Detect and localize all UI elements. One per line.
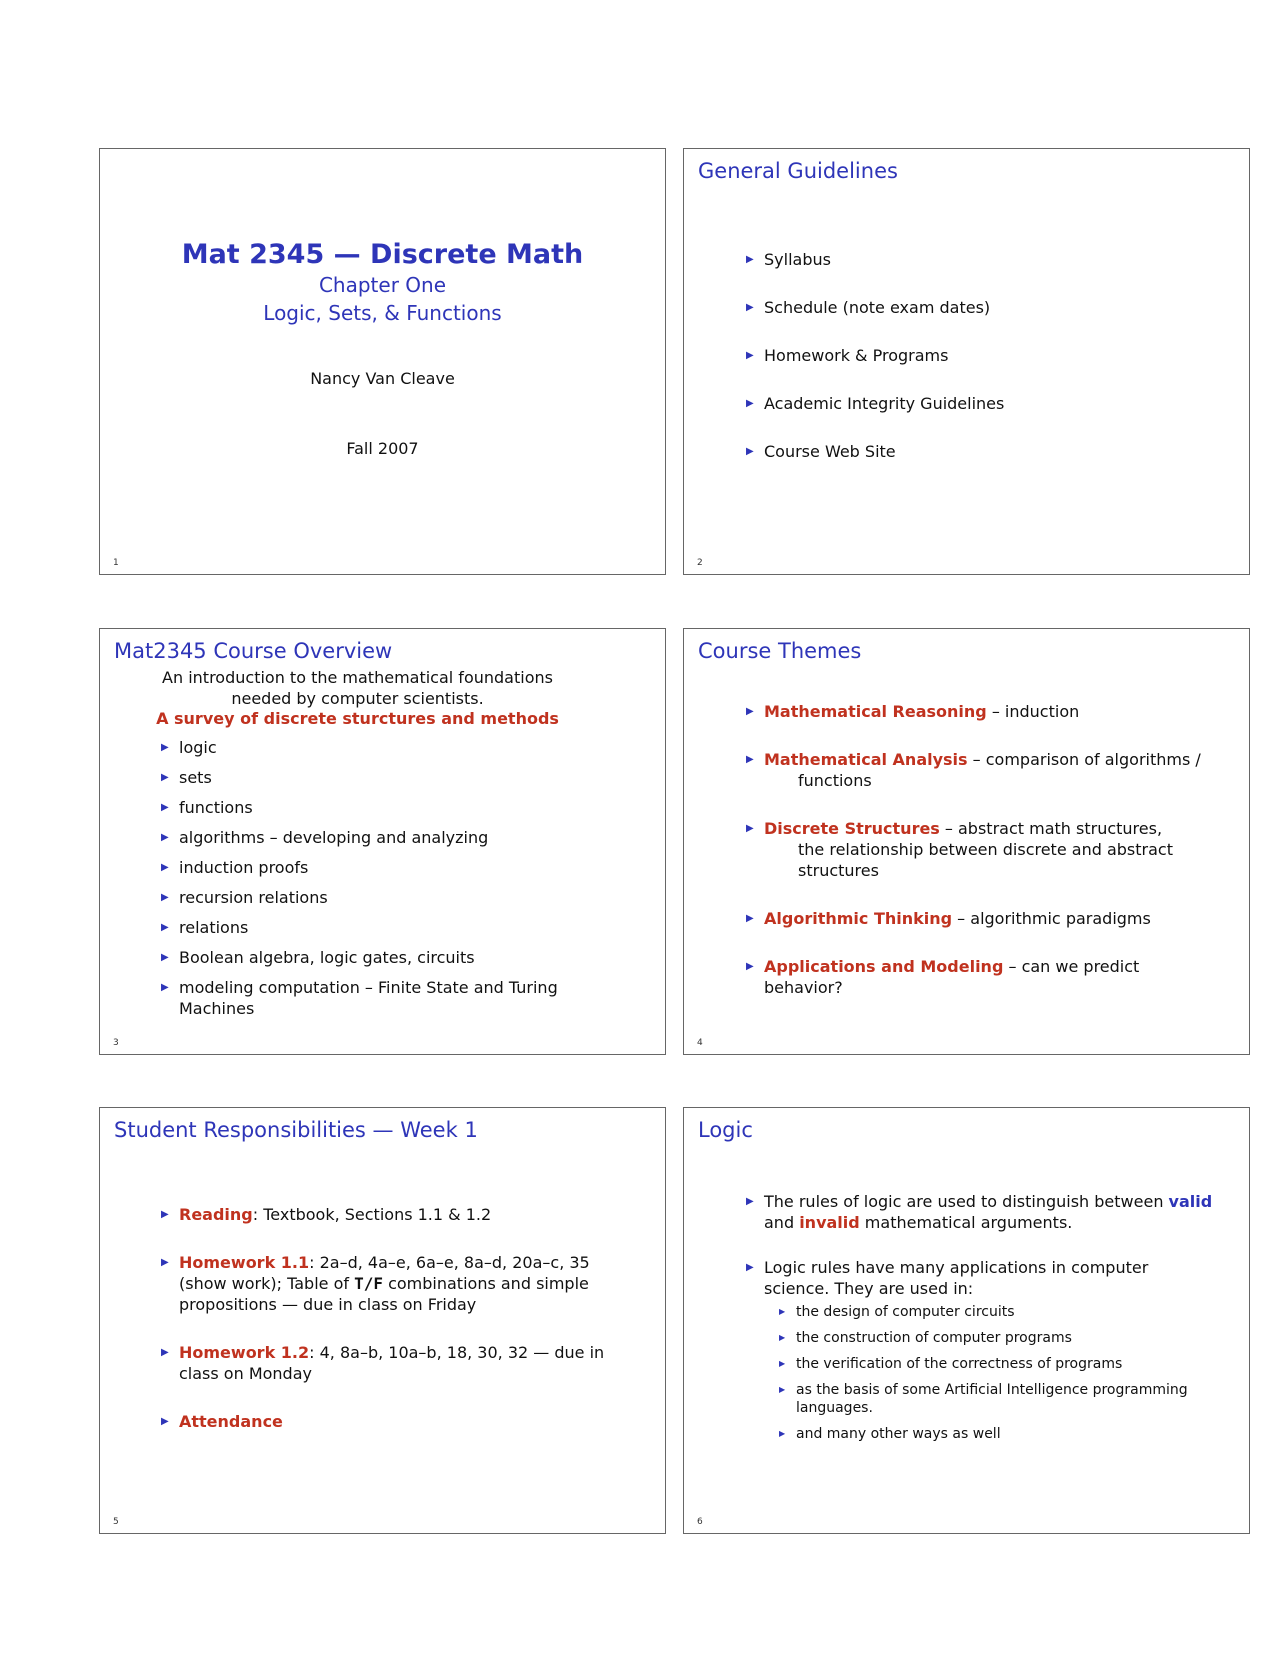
bullet-triangle-icon: ▶: [161, 832, 169, 843]
slide-5: [99, 1107, 666, 1534]
list-item: ▶ Academic Integrity Guidelines: [746, 394, 1005, 413]
slide-number: 1: [113, 558, 119, 568]
bullet-triangle-icon: ▶: [746, 1262, 754, 1273]
slide-title: Logic: [698, 1118, 753, 1142]
slide-6: [683, 1107, 1250, 1534]
list-item: ▶ Discrete Structures – abstract math structures, the relationship between discrete and abstract structures: [746, 819, 1173, 880]
bullet-triangle-icon: ▶: [746, 961, 754, 972]
list-item: ▶ Schedule (note exam dates): [746, 298, 991, 317]
list-item: ▶ functions: [161, 798, 253, 817]
bullet-triangle-icon: ▶: [779, 1385, 786, 1394]
bullet-triangle-icon: ▶: [746, 823, 754, 834]
list-item: ▶ Reading: Textbook, Sections 1.1 & 1.2: [161, 1205, 492, 1224]
list-item: ▶ The rules of logic are used to distinguish between valid and invalid mathematical arguments.: [746, 1192, 1213, 1232]
slide-3: [99, 628, 666, 1055]
bullet-triangle-icon: ▶: [746, 754, 754, 765]
list-item: ▶ modeling computation – Finite State and Turing Machines: [161, 978, 558, 1018]
bullet-triangle-icon: ▶: [746, 913, 754, 924]
slide-number: 6: [697, 1517, 703, 1527]
bullet-triangle-icon: ▶: [746, 350, 754, 361]
bullet-triangle-icon: ▶: [161, 892, 169, 903]
slide-2: [683, 148, 1250, 575]
responsibilities-list: [161, 1204, 631, 1459]
sub-list-item: ▶ and many other ways as well: [779, 1426, 1001, 1442]
slide-title: General Guidelines: [698, 159, 898, 183]
bullet-triangle-icon: ▶: [746, 254, 754, 265]
list-item: ▶ Course Web Site: [746, 442, 896, 461]
guidelines-list: [746, 249, 1004, 489]
bullet-triangle-icon: ▶: [161, 922, 169, 933]
list-item: ▶ Homework 1.2: 4, 8a–b, 10a–b, 18, 30, 32 — due in class on Monday: [161, 1343, 605, 1383]
sub-list-item: ▶ the design of computer circuits: [779, 1304, 1015, 1320]
list-item: ▶ Homework & Programs: [746, 346, 949, 365]
applications-sublist: [764, 1303, 1216, 1443]
bullet-triangle-icon: ▶: [746, 446, 754, 457]
list-item: ▶ induction proofs: [161, 858, 309, 877]
bullet-triangle-icon: ▶: [161, 952, 169, 963]
list-item: ▶ Syllabus: [746, 250, 831, 269]
bullet-triangle-icon: ▶: [779, 1333, 786, 1342]
bullet-triangle-icon: ▶: [779, 1307, 786, 1316]
sub-list-item: ▶ as the basis of some Artificial Intelligence programming languages.: [779, 1382, 1188, 1416]
bullet-triangle-icon: ▶: [161, 802, 169, 813]
list-item: ▶ Logic rules have many applications in computer science. They are used in: ▶ the design of computer circuits ▶ the construction of computer programs ▶ the verification of the correctness of programs ▶ as the basis of some Artificial Intelligence programming languages. ▶ and many other ways as well: [746, 1257, 1216, 1443]
list-item: ▶ logic: [161, 738, 217, 757]
author: Nancy Van Cleave: [310, 369, 455, 388]
list-item: ▶ Applications and Modeling – can we predict behavior?: [746, 957, 1140, 997]
slide-title: Course Themes: [698, 639, 862, 663]
slide-title: Mat2345 Course Overview: [114, 639, 393, 663]
list-item: ▶ Mathematical Reasoning – induction: [746, 702, 1080, 721]
list-item: ▶ Attendance: [161, 1412, 283, 1431]
list-item: ▶ sets: [161, 768, 212, 787]
slide-4: [683, 628, 1250, 1055]
list-item: ▶ Algorithmic Thinking – algorithmic paradigms: [746, 909, 1151, 928]
bullet-triangle-icon: ▶: [161, 862, 169, 873]
list-item: ▶ recursion relations: [161, 888, 328, 907]
bullet-triangle-icon: ▶: [161, 1209, 169, 1220]
bullet-triangle-icon: ▶: [161, 742, 169, 753]
list-item: ▶ Homework 1.1: 2a–d, 4a–e, 6a–e, 8a–d, 20a–c, 35 (show work); Table of T/F combinations and simple propositions — due in class on Friday: [161, 1253, 590, 1314]
bullet-triangle-icon: ▶: [161, 772, 169, 783]
slide-number: 4: [697, 1038, 703, 1048]
sub-list-item: ▶ the construction of computer programs: [779, 1330, 1072, 1346]
chapter-subtitle: Logic, Sets, & Functions: [263, 301, 502, 325]
slide-number: 2: [697, 558, 703, 568]
slide-1: [99, 148, 666, 575]
bullet-triangle-icon: ▶: [161, 982, 169, 993]
bullet-triangle-icon: ▶: [161, 1347, 169, 1358]
list-item: ▶ relations: [161, 918, 249, 937]
survey-heading: A survey of discrete sturctures and methods: [156, 709, 559, 728]
sub-list-item: ▶ the verification of the correctness of programs: [779, 1356, 1123, 1372]
slide-title: Student Responsibilities — Week 1: [114, 1118, 478, 1142]
list-item: ▶ Mathematical Analysis – comparison of algorithms / functions: [746, 750, 1201, 790]
bullet-triangle-icon: ▶: [779, 1429, 786, 1438]
slide-number: 5: [113, 1517, 119, 1527]
bullet-triangle-icon: ▶: [746, 398, 754, 409]
themes-list: [746, 701, 1216, 1025]
logic-list: [746, 1191, 1216, 1467]
bullet-triangle-icon: ▶: [746, 302, 754, 313]
bullet-triangle-icon: ▶: [746, 1196, 754, 1207]
bullet-triangle-icon: ▶: [161, 1416, 169, 1427]
bullet-triangle-icon: ▶: [746, 706, 754, 717]
list-item: ▶ algorithms – developing and analyzing: [161, 828, 489, 847]
slide-number: 3: [113, 1038, 119, 1048]
bullet-triangle-icon: ▶: [779, 1359, 786, 1368]
topics-list: [161, 737, 601, 1028]
term-date: Fall 2007: [346, 439, 419, 458]
course-title: Mat 2345 — Discrete Math: [181, 239, 584, 270]
list-item: ▶ Boolean algebra, logic gates, circuits: [161, 948, 475, 967]
chapter-title: Chapter One: [318, 273, 447, 297]
overview-intro: An introduction to the mathematical foundations needed by computer scientists.: [162, 668, 553, 708]
bullet-triangle-icon: ▶: [161, 1257, 169, 1268]
